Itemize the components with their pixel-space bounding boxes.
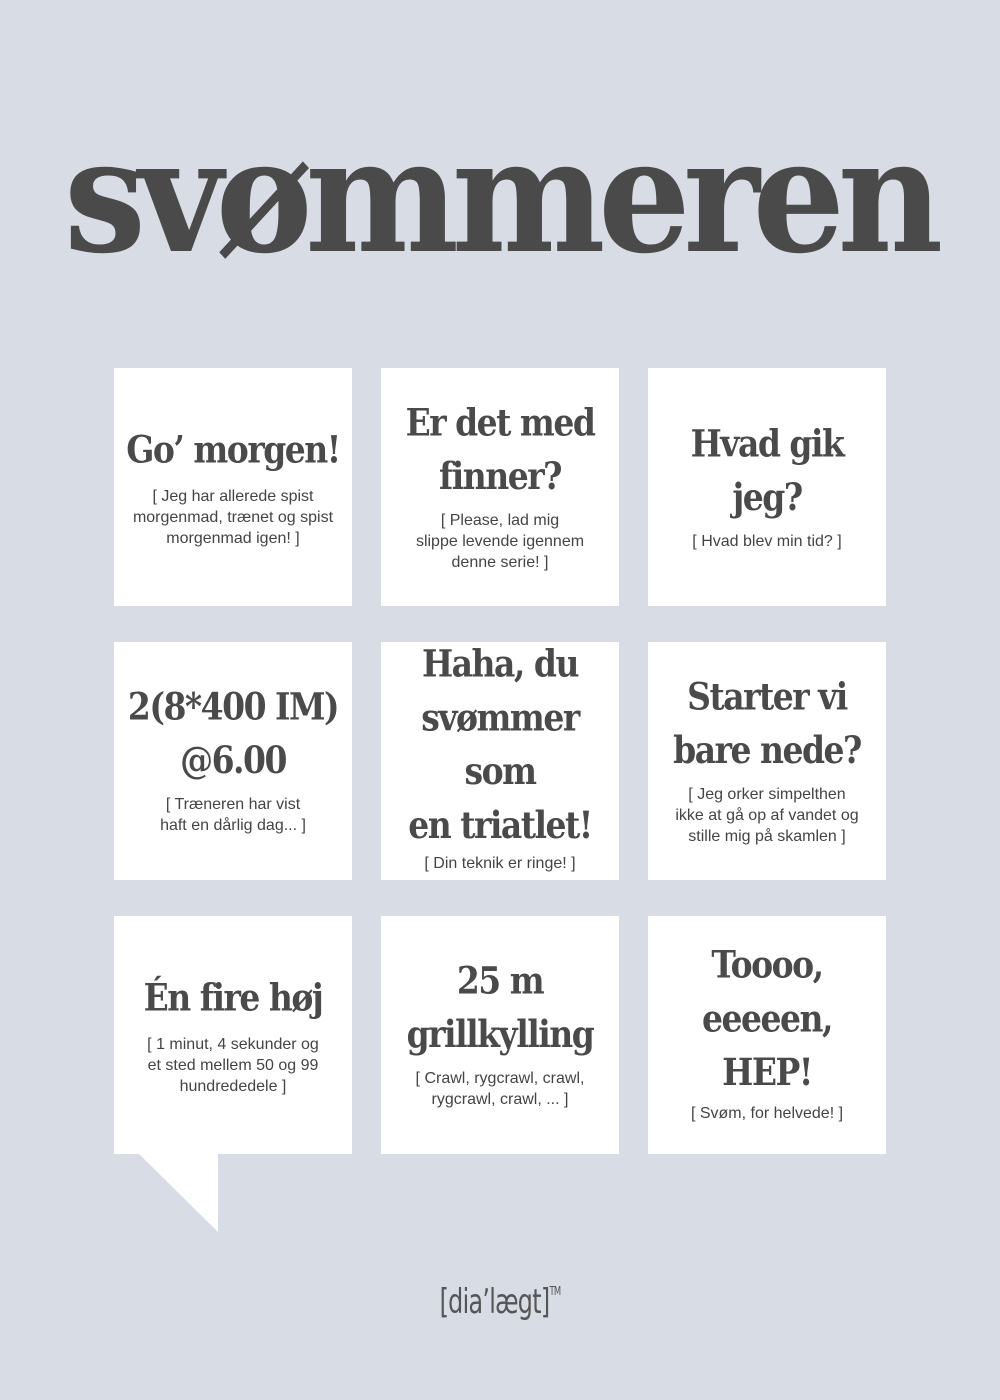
phrase-translation: [ Please, lad mig slippe levende igennem denne serie! ] <box>415 511 585 571</box>
brand-name: [dia’lægt] <box>439 1282 550 1322</box>
phrase-heading: Er det med finner? <box>405 400 595 498</box>
phrase-translation: [ Jeg orker simpelthen ikke at gå op af vandet og stille mig på skamlen ] <box>675 785 859 845</box>
phrase-translation: [ Svøm, for helvede! ] <box>690 1104 844 1122</box>
phrase-heading: Hvad gik jeg? <box>690 421 844 519</box>
phrase-card <box>381 368 619 606</box>
phrase-card <box>648 368 886 606</box>
phrase-card <box>114 642 352 880</box>
phrase-translation: [ Din teknik er ringe! ] <box>424 854 576 872</box>
phrase-heading: 25 m grillkylling <box>406 958 594 1057</box>
phrase-card <box>381 916 619 1154</box>
phrase-heading: 2(8*400 IM) @6.00 <box>127 684 339 783</box>
phrase-translation: [ Jeg har allerede spist morgenmad, trænet og spist morgenmad igen! ] <box>132 487 334 547</box>
phrase-card <box>381 642 619 880</box>
phrase-translation: [ 1 minut, 4 sekunder og et sted mellem 50 og 99 hundrededele ] <box>147 1035 319 1095</box>
phrase-card <box>114 368 352 606</box>
phrase-card <box>648 916 886 1154</box>
trademark-mark: TM <box>549 1284 561 1298</box>
phrase-heading: Haha, du svømmer som en triatlet! <box>408 641 592 847</box>
phrase-heading: Starter vi bare nede? <box>673 674 861 772</box>
brand-logo <box>150 1282 850 1322</box>
phrase-heading: Go’ morgen! <box>126 427 340 471</box>
phrase-translation: [ Træneren har vist haft en dårlig dag... ] <box>160 796 306 834</box>
poster-title: svømmeren <box>64 104 936 289</box>
speech-bubble-tail <box>139 1154 218 1232</box>
phrase-card <box>114 916 352 1154</box>
phrase-heading: Toooo, eeeeen, HEP! <box>702 942 832 1094</box>
phrase-translation: [ Crawl, rygcrawl, crawl, rygcrawl, crawl, ... ] <box>415 1070 585 1108</box>
phrase-heading: Én fire høj <box>143 975 323 1019</box>
phrase-card <box>648 642 886 880</box>
phrase-grid <box>114 368 887 1154</box>
phrase-translation: [ Hvad blev min tid? ] <box>692 532 842 550</box>
